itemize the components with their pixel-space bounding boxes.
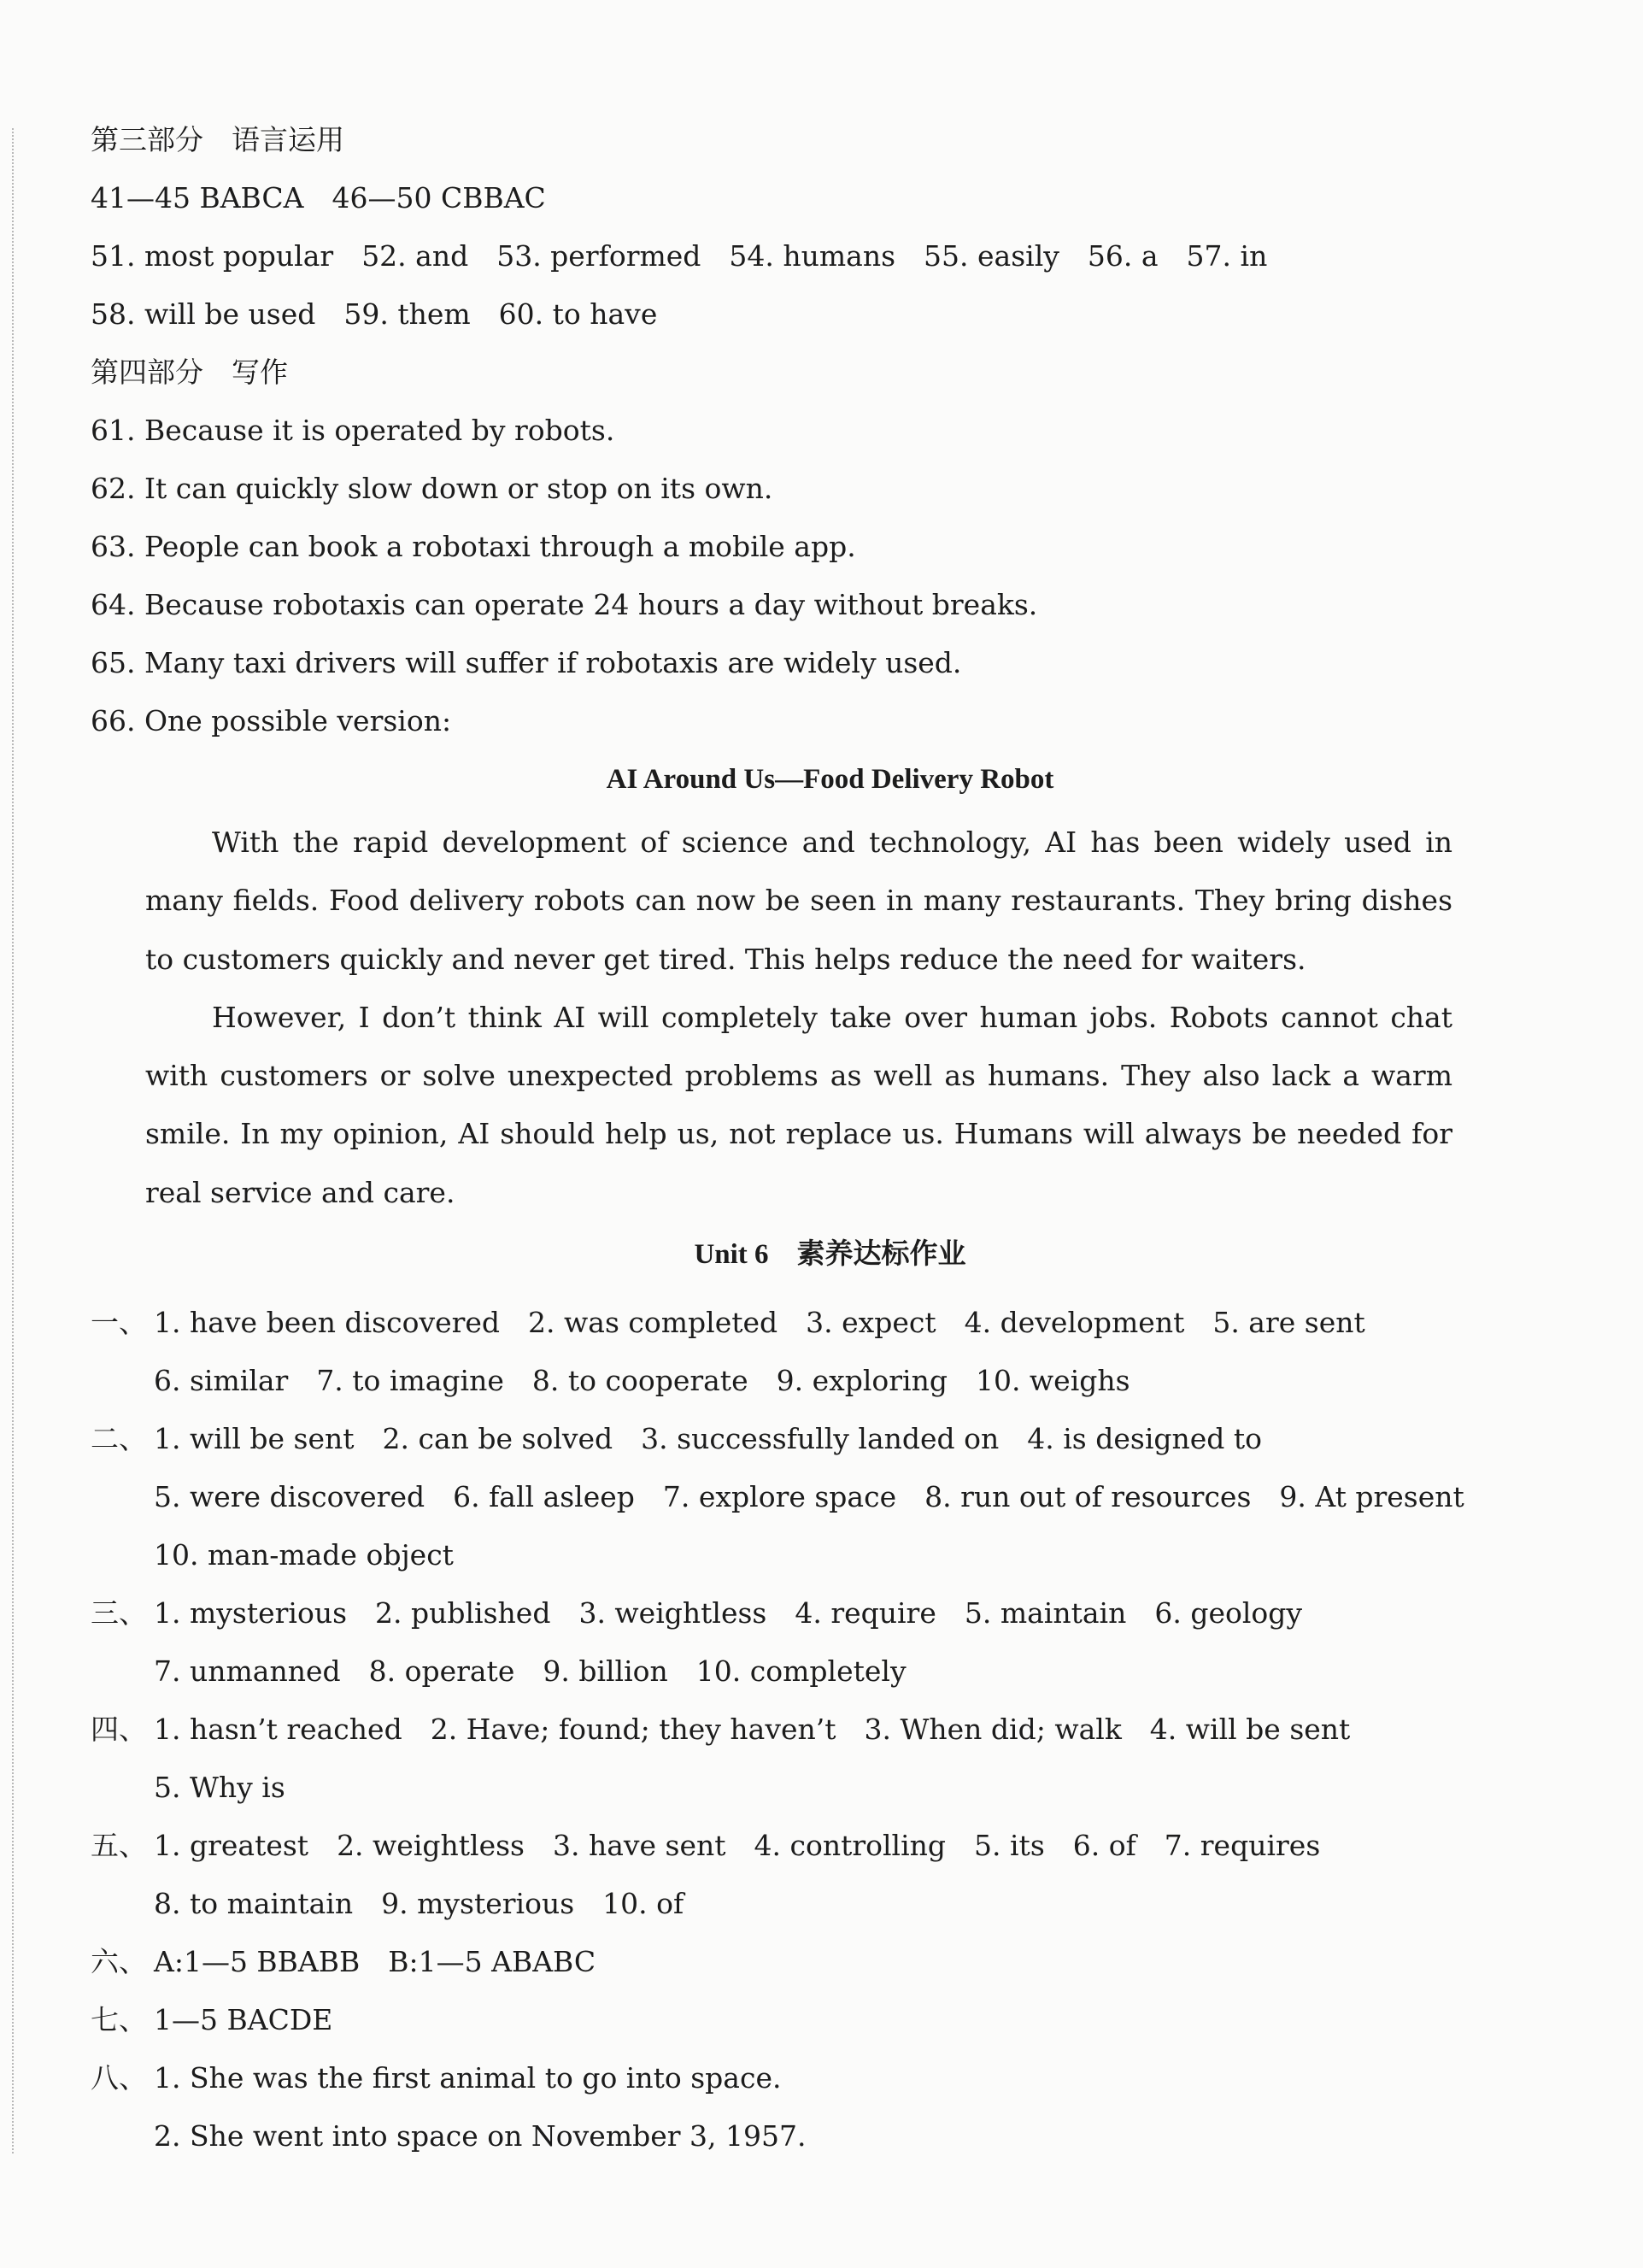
essay-paragraph: With the rapid development of science and technology, AI has been widely used in many fields. Food delivery robots can now be seen in many restaurants. They bring dishes to customers quickly and never get tired. This helps reduce the need for waiters. bbox=[145, 826, 1452, 976]
section-marker: 七、 bbox=[91, 2003, 147, 2036]
section-marker: 五、 bbox=[91, 1829, 147, 1862]
answer-line: 61. Because it is operated by robots. bbox=[91, 414, 615, 447]
answer-line: 8. to maintain 9. mysterious 10. of bbox=[154, 1887, 684, 1920]
answer-line: 66. One possible version: bbox=[91, 704, 452, 737]
answer-line: 1. have been discovered 2. was completed 3. expect 4. development 5. are sent bbox=[154, 1306, 1365, 1339]
unit6-title: Unit 6 素养达标作业 bbox=[694, 1239, 966, 1270]
essay-body bbox=[145, 814, 1452, 1222]
answer-line: 1. mysterious 2. published 3. weightless 4. require 5. maintain 6. geology bbox=[154, 1596, 1303, 1630]
answer-line: 1—5 BACDE bbox=[154, 2003, 333, 2036]
section-marker: 三、 bbox=[91, 1596, 147, 1630]
section-marker: 二、 bbox=[91, 1422, 147, 1455]
answer-line: 5. Why is bbox=[154, 1771, 285, 1804]
section-marker: 一、 bbox=[91, 1306, 147, 1339]
answer-line: 1. hasn’t reached 2. Have; found; they haven’t 3. When did; walk 4. will be sent bbox=[154, 1713, 1351, 1746]
answer-line: 41—45 BABCA 46—50 CBBAC bbox=[91, 181, 546, 214]
section-marker: 四、 bbox=[91, 1713, 147, 1746]
answer-line: 10. man-made object bbox=[154, 1538, 454, 1572]
part4-title: 第四部分 写作 bbox=[91, 355, 288, 389]
part3-title: 第三部分 语言运用 bbox=[91, 123, 344, 156]
answer-line: 1. will be sent 2. can be solved 3. successfully landed on 4. is designed to bbox=[154, 1422, 1263, 1455]
answer-line: 64. Because robotaxis can operate 24 hours a day without breaks. bbox=[91, 588, 1038, 621]
answer-line: 7. unmanned 8. operate 9. billion 10. completely bbox=[154, 1654, 907, 1688]
answer-line: A:1—5 BBABB B:1—5 ABABC bbox=[154, 1945, 596, 1978]
answer-line: 1. greatest 2. weightless 3. have sent 4. controlling 5. its 6. of 7. requires bbox=[154, 1829, 1321, 1862]
page-margin-rule bbox=[12, 128, 14, 2153]
answer-line: 58. will be used 59. them 60. to have bbox=[91, 297, 658, 331]
essay-paragraph: However, I don’t think AI will completely take over human jobs. Robots cannot chat with customers or solve unexpected problems as well as humans. They also lack a warm smile. In my opinion, AI should help us, not replace us. Humans will always be needed for real service and care. bbox=[145, 1000, 1452, 1209]
answer-line: 6. similar 7. to imagine 8. to cooperate 9. exploring 10. weighs bbox=[154, 1364, 1130, 1397]
answer-line: 51. most popular 52. and 53. performed 54. humans 55. easily 56. a 57. in bbox=[91, 239, 1268, 273]
essay-title: AI Around Us—Food Delivery Robot bbox=[606, 764, 1054, 795]
section-marker: 八、 bbox=[91, 2061, 147, 2095]
answer-line: 65. Many taxi drivers will suffer if robotaxis are widely used. bbox=[91, 646, 962, 679]
answer-line: 62. It can quickly slow down or stop on its own. bbox=[91, 472, 773, 505]
answer-line: 2. She went into space on November 3, 1957. bbox=[154, 2119, 807, 2153]
section-marker: 六、 bbox=[91, 1945, 147, 1978]
answer-line: 63. People can book a robotaxi through a mobile app. bbox=[91, 530, 856, 563]
answer-line: 5. were discovered 6. fall asleep 7. explore space 8. run out of resources 9. At present bbox=[154, 1480, 1464, 1513]
answer-line: 1. She was the first animal to go into space. bbox=[154, 2061, 782, 2095]
